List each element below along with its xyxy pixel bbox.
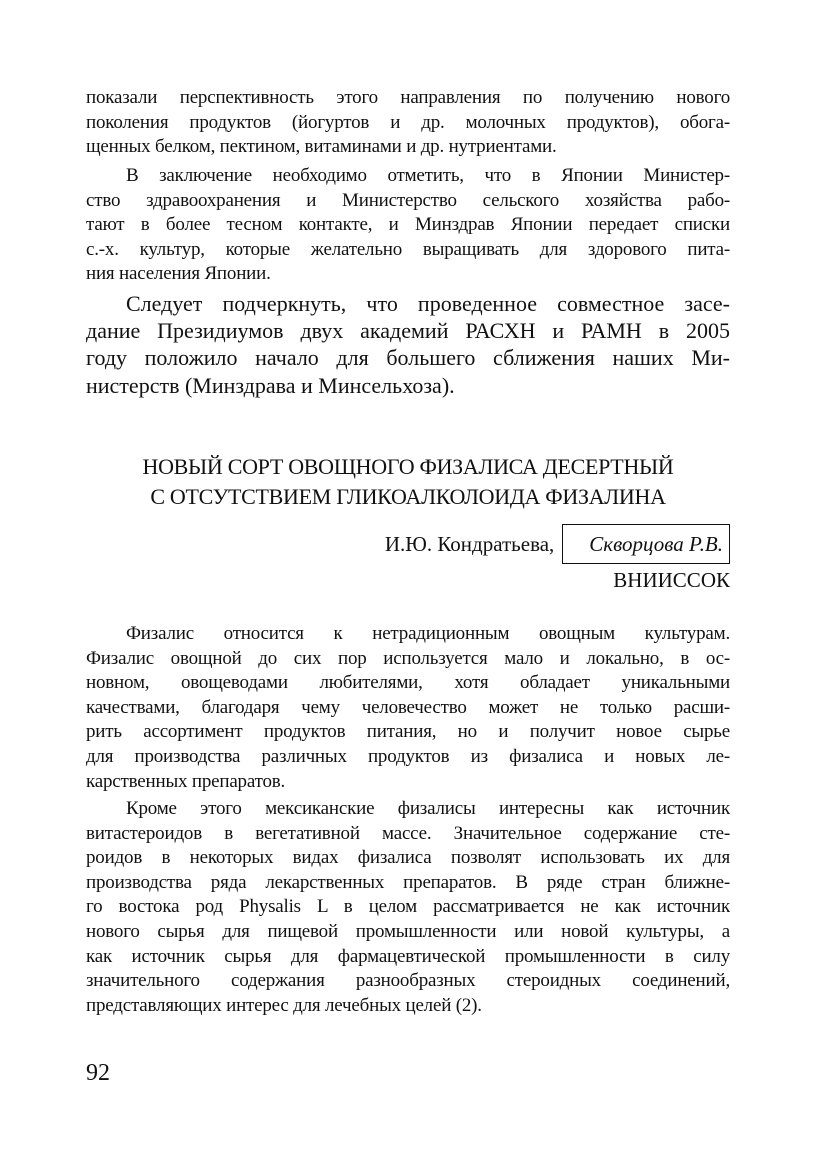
text-line: нового сырья для пищевой промышленности или новой культуры, а [86, 920, 730, 942]
text-line: щенных белком, пектином, витаминами и др. нутриентами. [86, 136, 557, 158]
text-line: В заключение необходимо отметить, что в Японии Министер- [126, 165, 730, 186]
article-title-line: НОВЫЙ СОРТ ОВОЩНОГО ФИЗАЛИСА ДЕСЕРТНЫЙ [142, 454, 674, 479]
page-number: 92 [86, 1060, 110, 1086]
text-line: витастероидов в вегетативной массе. Значительное содержание сте- [86, 822, 730, 844]
text-line: качествами, благодаря чему человечество может не только расши- [86, 696, 730, 718]
text-line: Кроме этого мексиканские физалисы интересны как источник [126, 798, 730, 819]
article-authors [385, 524, 730, 564]
text-line: Следует подчеркнуть, что проведенное совместное засе- [126, 291, 730, 316]
text-line: с.-х. культур, которые желательно выращивать для здорового пита- [86, 238, 730, 260]
paragraph-conclusion [86, 164, 730, 287]
text-line: го востока род Physalis L в целом рассматривается не как источник [86, 896, 730, 918]
article-title-line: С ОТСУТСТВИЕМ ГЛИКОАЛКОЛОИДА ФИЗАЛИНА [150, 484, 666, 509]
text-line: представляющих интерес для лечебных целей (2). [86, 994, 482, 1016]
text-line: для производства различных продуктов из физалиса и новых ле- [86, 745, 730, 767]
text-line: Физалис относится к нетрадиционным овощным культурам. [126, 623, 730, 644]
text-line: роидов в некоторых видах физалиса позволят использовать их для [86, 847, 730, 869]
text-line: карственных препаратов. [86, 770, 286, 792]
paragraph-intro [86, 622, 730, 794]
text-line: году положило начало для большего сближения наших Ми- [86, 345, 730, 371]
text-line: рить ассортимент продуктов питания, но и получит новое сырье [86, 721, 730, 743]
text-line: новном, овощеводами любителями, хотя обладает уникальными [86, 672, 730, 694]
text-line: ство здравоохранения и Министерство сельского хозяйства рабо- [86, 189, 730, 211]
article-title [86, 452, 730, 512]
author-name-boxed: Скворцова Р.В. [562, 524, 730, 564]
text-line: поколения продуктов (йогуртов и др. молочных продуктов), обога- [86, 111, 730, 133]
text-line: производства ряда лекарственных препаратов. В ряде стран ближне- [86, 871, 730, 893]
paragraph-emphasis [86, 290, 730, 399]
text-line: значительного содержания разнообразных стероидных соединений, [86, 970, 730, 992]
author-name: И.Ю. Кондратьева, [384, 531, 555, 556]
text-line: ния населения Японии. [86, 263, 271, 285]
text-line: показали перспективность этого направления по получению нового [86, 87, 730, 108]
text-line: как источник сырья для фармацевтической промышленности в силу [86, 945, 730, 967]
paragraph-mexican-physalis [86, 797, 730, 1018]
text-line: Физалис овощной до сих пор используется мало и локально, в ос- [86, 647, 730, 669]
text-line: тают в более тесном контакте, и Минздрав Японии передает списки [86, 214, 730, 236]
text-line: дание Президиумов двух академий РАСХН и РАМН в 2005 [86, 318, 730, 344]
article-institution: ВНИИССОК [613, 568, 730, 592]
text-line: нистерств (Минздрава и Минсельхоза). [86, 372, 455, 398]
paragraph-continuation [86, 86, 730, 160]
